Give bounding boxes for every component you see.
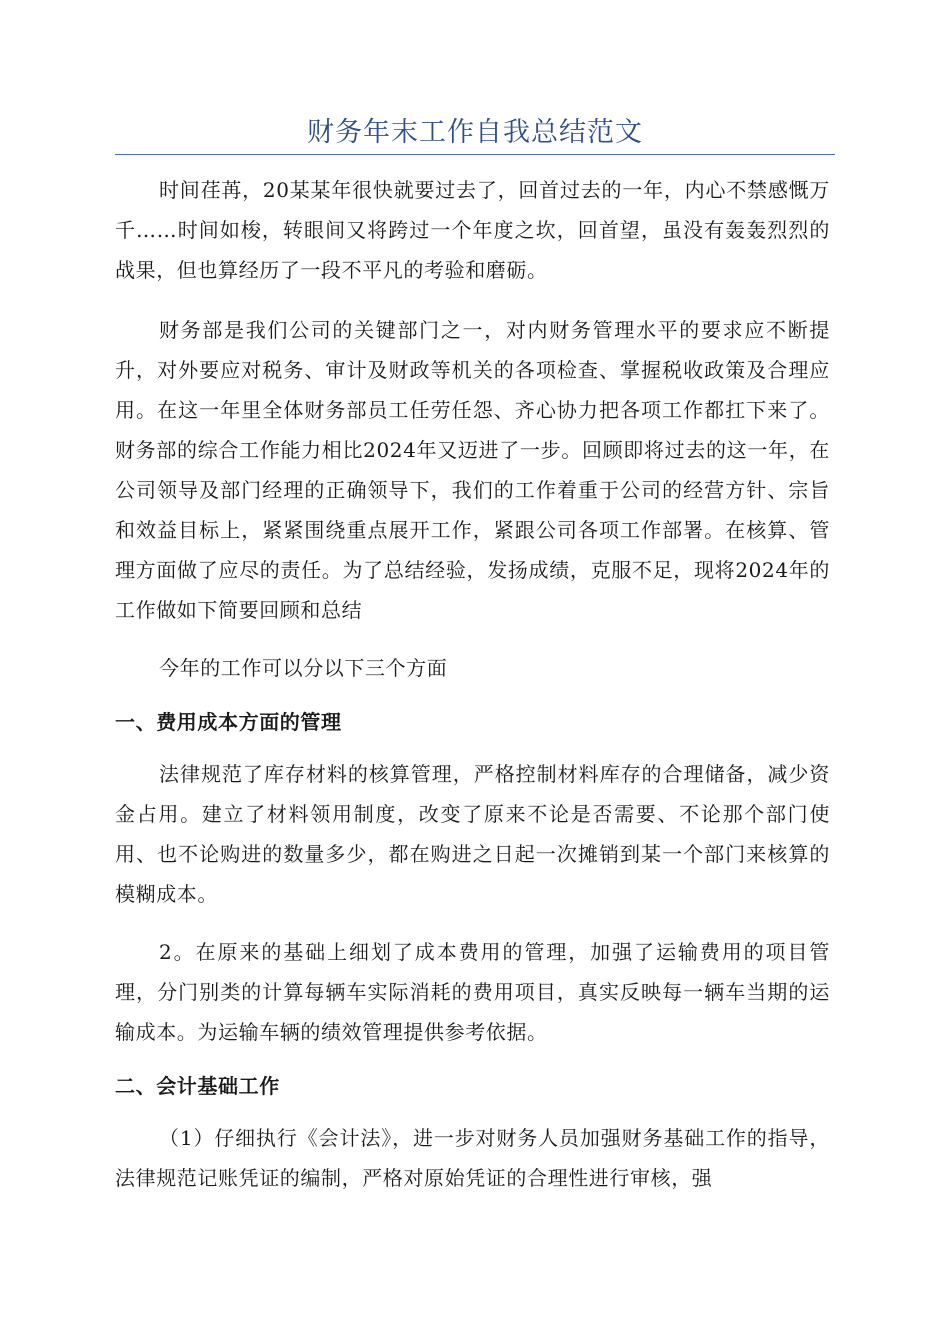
document-title: 财务年末工作自我总结范文 <box>307 117 643 148</box>
paragraph-transport-cost: 2。在原来的基础上细划了成本费用的管理，加强了运输费用的项目管理，分门别类的计算每辆车实际消耗的费用项目，真实反映每一辆车当期的运输成本。为运输车辆的绩效管理提供参考依据。 <box>115 940 830 1044</box>
paragraph-intro: 时间荏苒，20某某年很快就要过去了，回首过去的一年，内心不禁感慨万千……时间如梭，转眼间又将跨过一个年度之坎，回首望，虽没有轰轰烈烈的战果，但也算经历了一段不平凡的考验和磨砺。 <box>115 178 830 282</box>
paragraph-department: 财务部是我们公司的关键部门之一，对内财务管理水平的要求应不断提升，对外要应对税务、审计及财政等机关的各项检查、掌握税收政策及合理应用。在这一年里全体财务部员工任劳任怨、齐心协力把各项工作都扛下来了。财务部的综合工作能力相比2024年又迈进了一步。回顾即将过去的这一年，在公司领导及部门经理的正确领导下，我们的工作着重于公司的经营方针、宗旨和效益目标上，紧紧围绕重点展开工作，紧跟公司各项工作部署。在核算、管理方面做了应尽的责任。为了总结经验，发扬成绩，克服不足，现将2024年的工作做如下简要回顾和总结 <box>115 318 830 622</box>
paragraph-three-aspects: 今年的工作可以分以下三个方面 <box>159 656 448 680</box>
section-heading-accounting-basics: 二、会计基础工作 <box>115 1074 280 1098</box>
document-body <box>115 170 830 1198</box>
paragraph-inventory: 法律规范了库存材料的核算管理，严格控制材料库存的合理储备，减少资金占用。建立了材料领用制度，改变了原来不论是否需要、不论那个部门使用、也不论购进的数量多少，都在购进之日起一次摊销到某一个部门来核算的模糊成本。 <box>115 762 830 906</box>
paragraph-accounting-law: （1）仔细执行《会计法》，进一步对财务人员加强财务基础工作的指导，法律规范记账凭证的编制，严格对原始凭证的合理性进行审核，强 <box>115 1126 830 1190</box>
title-underline <box>115 154 835 155</box>
section-heading-cost-management: 一、费用成本方面的管理 <box>115 710 342 734</box>
